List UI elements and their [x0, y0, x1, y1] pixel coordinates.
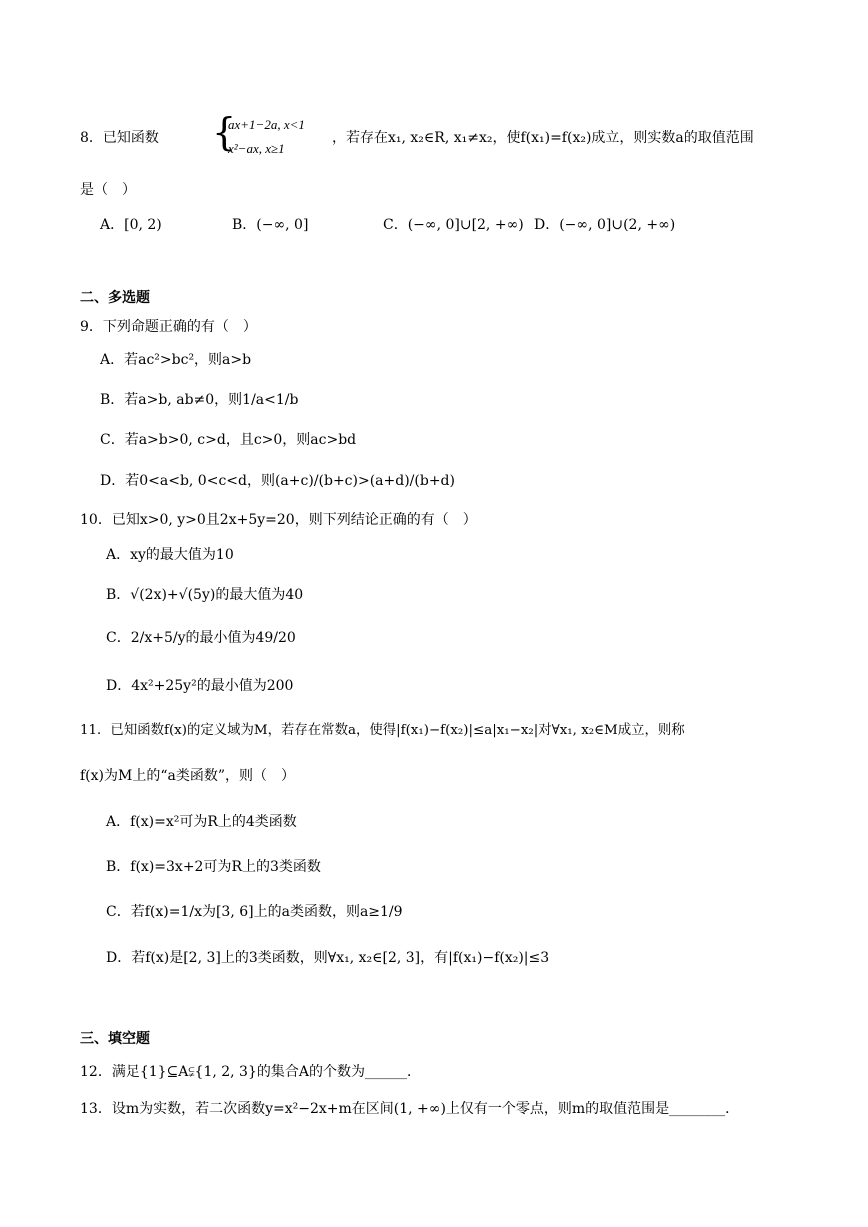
- q8-stem-cont: 是（ ）: [80, 182, 136, 198]
- q9-stem: 9．下列命题正确的有（ ）: [80, 319, 257, 335]
- q8-condition: ，若存在x₁, x₂∈R, x₁≠x₂，使f(x₁)=f(x₂)成立，则实数a的取值范围: [332, 130, 754, 146]
- q8-piecewise-brace: {: [212, 110, 237, 154]
- q11-option-d: D．若f(x)是[2, 3]上的3类函数，则∀x₁, x₂∈[2, 3]，有|f(x₁)−f(x₂)|≤3: [106, 950, 550, 966]
- q8-piece-2: x²−ax, x≥1: [228, 141, 285, 156]
- q10-option-d: D．4x²+25y²的最小值为200: [106, 678, 294, 694]
- section-fill-in: 三、填空题: [80, 1031, 150, 1047]
- q9-option-c: C．若a>b>0, c>d，且c>0，则ac>bd: [100, 432, 357, 448]
- q8-piece-1: ax+1−2a, x<1: [228, 117, 305, 132]
- q8-prefix: 8．已知函数: [80, 130, 159, 146]
- q8-option-c: C．(−∞, 0]∪[2, +∞): [383, 217, 524, 233]
- q10-option-b: B．√(2x)+√(5y)的最大值为40: [106, 587, 304, 603]
- q10-option-a: A．xy的最大值为10: [106, 547, 234, 563]
- q8-option-d: D．(−∞, 0]∪(2, +∞): [534, 217, 676, 233]
- q11-option-c: C．若f(x)=1/x为[3, 6]上的a类函数，则a≥1/9: [106, 904, 403, 920]
- q11-stem: 11．已知函数f(x)的定义域为M，若存在常数a，使得|f(x₁)−f(x₂)|≤a|x₁−x₂|对∀x₁, x₂∈M成立，则称: [80, 723, 685, 738]
- q11-option-b: B．f(x)=3x+2可为R上的3类函数: [106, 859, 321, 875]
- q11-option-a: A．f(x)=x²可为R上的4类函数: [106, 814, 297, 830]
- q11-stem-cont: f(x)为M上的“a类函数”，则（ ）: [80, 768, 295, 784]
- q9-option-b: B．若a>b, ab≠0，则1/a<1/b: [100, 392, 299, 408]
- section-multiple-choice: 二、多选题: [80, 290, 150, 306]
- q9-option-d: D．若0<a<b, 0<c<d，则(a+c)/(b+c)>(a+d)/(b+d): [100, 473, 455, 489]
- q12-stem: 12．满足{1}⊆A⫋{1, 2, 3}的集合A的个数为______．: [80, 1064, 421, 1080]
- q10-option-c: C．2/x+5/y的最小值为49/20: [106, 630, 296, 646]
- q10-stem: 10．已知x>0, y>0且2x+5y=20，则下列结论正确的有（ ）: [80, 512, 477, 528]
- q9-option-a: A．若ac²>bc²，则a>b: [100, 352, 252, 368]
- q8-option-b: B．(−∞, 0]: [232, 217, 309, 233]
- q13-stem: 13．设m为实数，若二次函数y=x²−2x+m在区间(1, +∞)上仅有一个零点，则m的取值范围是________．: [80, 1101, 740, 1117]
- q8-option-a: A．[0, 2): [100, 217, 162, 233]
